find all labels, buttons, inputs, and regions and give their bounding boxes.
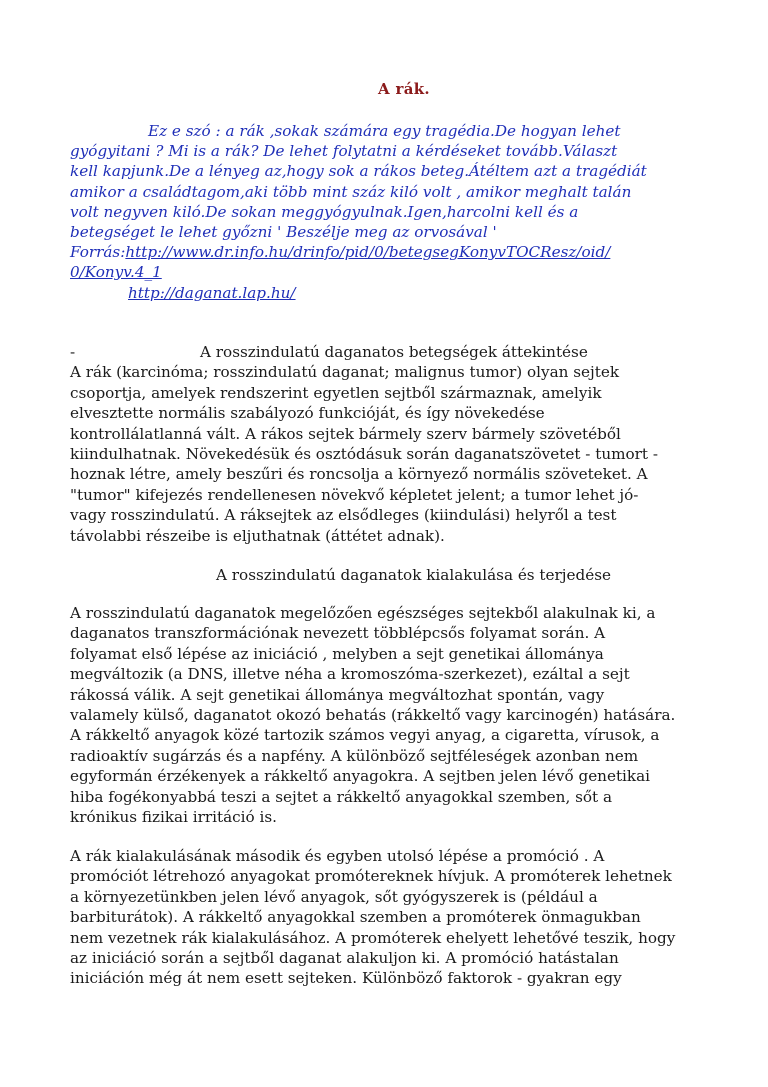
intro-line: gyógyitani ? Mi is a rák? De lehet folytatni a kérdéseket tovább.Választ (70, 142, 618, 161)
section-heading: A rosszindulatú daganatos betegségek áttekintése (200, 343, 588, 361)
intro-line: kell kapjunk.De a lényeg az,hogy sok a rákos beteg.Átéltem azt a tragédiát (70, 162, 647, 181)
body-line: távolabbi részeibe is eljuthatnak (áttétet adnak). (70, 526, 445, 545)
intro-line: amikor a családtagom,aki több mint száz kiló volt , amikor meghalt talán (70, 182, 632, 201)
document-title-text: A rák. (378, 80, 430, 98)
body-line: promóciót létrehozó anyagokat promótereknek hívjuk. A promóterek lehetnek (70, 867, 672, 886)
section-overview (70, 342, 710, 546)
body-line: kiindulhatnak. Növekedésük és osztódásuk során daganatszövetet - tumort - (70, 445, 658, 464)
intro-paragraph (70, 121, 710, 303)
document-title (0, 80, 768, 98)
intro-line: betegséget le lehet győzni ' Beszélje meg az orvosával ' (70, 223, 497, 242)
source-line-2 (70, 283, 710, 303)
intro-line: volt negyven kiló.De sokan meggyógyulnak.Igen,harcolni kell és a (70, 202, 579, 221)
section-heading-row (70, 342, 710, 362)
body-line: nem vezetnek rák kialakulásához. A promóterek ehelyett lehetővé teszik, hogy (70, 928, 676, 947)
body-line: rákossá válik. A sejt genetikai állománya megváltozhat spontán, vagy (70, 685, 605, 704)
body-line: barbiturátok). A rákkeltő anyagokkal szemben a promóterek önmagukban (70, 908, 641, 927)
body-line: kontrollálatlanná vált. A rákos sejtek bármely szerv bármely szövetéből (70, 424, 621, 443)
intro-line: Ez e szó : a rák ,sokak számára egy tragédia.De hogyan lehet (148, 122, 621, 140)
body-line: A rosszindulatú daganatok megelőzően egészséges sejtekből alakulnak ki, a (70, 604, 656, 622)
body-line: A rákkeltő anyagok közé tartozik számos vegyi anyag, a cigaretta, vírusok, a (70, 726, 660, 745)
source-line-continued (70, 262, 710, 282)
body-line: valamely külső, daganatot okozó behatás (rákkeltő vagy karcinogén) hatására. (70, 706, 676, 725)
source-link-drinfo[interactable]: http://www.dr.info.hu/drinfo/pid/0/betegsegKonyvTOCResz/oid/ (125, 243, 611, 262)
source-link-daganat[interactable]: http://daganat.lap.hu/ (128, 283, 296, 302)
body-line: A rák (karcinóma; rosszindulatú daganat; malignus tumor) olyan sejtek (70, 363, 620, 382)
body-line: elvesztette normális szabályozó funkcióját, és így növekedése (70, 404, 545, 423)
body-line: iniciáción még át nem esett sejteken. Különböző faktorok - gyakran egy (70, 969, 622, 988)
body-line: megváltozik (a DNS, illetve néha a kromoszóma-szerkezet), ezáltal a sejt (70, 665, 630, 684)
body-line: a környezetünkben jelen lévő anyagok, sőt gyógyszerek is (például a (70, 887, 598, 906)
source-link-drinfo-continued[interactable]: 0/Konyv.4_1 (70, 263, 162, 282)
section-heading-2 (70, 566, 710, 584)
source-line (70, 242, 710, 262)
section-heading-2-text: A rosszindulatú daganatok kialakulása és terjedése (216, 566, 611, 584)
body-line: egyformán érzékenyek a rákkeltő anyagokra. A sejtben jelen lévő genetikai (70, 767, 651, 786)
body-line: krónikus fizikai irritáció is. (70, 808, 277, 827)
body-line: hoznak létre, amely beszűri és roncsolja a környező normális szöveteket. A (70, 465, 648, 484)
body-line: hiba fogékonyabbá teszi a sejtet a rákkeltő anyagokkal szemben, sőt a (70, 787, 613, 806)
paragraph-promotion (70, 846, 710, 989)
body-line: daganatos transzformációnak nevezett többlépcsős folyamat során. A (70, 624, 606, 643)
body-line: az iniciáció során a sejtből daganat alakuljon ki. A promóció hatástalan (70, 949, 619, 968)
body-line: radioaktív sugárzás és a napfény. A különböző sejtféleségek azonban nem (70, 746, 639, 765)
body-line: "tumor" kifejezés rendellenesen növekvő képletet jelent; a tumor lehet jó- (70, 485, 639, 504)
heading-dash: - (70, 343, 76, 361)
source-label: Forrás: (70, 243, 126, 262)
body-line: folyamat első lépése az iniciáció , melyben a sejt genetikai állománya (70, 644, 604, 663)
body-line: A rák kialakulásának második és egyben utolsó lépése a promóció . A (70, 847, 605, 865)
body-line: csoportja, amelyek rendszerint egyetlen sejtből származnak, amelyik (70, 383, 602, 402)
paragraph-initiation (70, 603, 710, 827)
body-line: vagy rosszindulatú. A ráksejtek az elsődleges (kiindulási) helyről a test (70, 506, 617, 525)
